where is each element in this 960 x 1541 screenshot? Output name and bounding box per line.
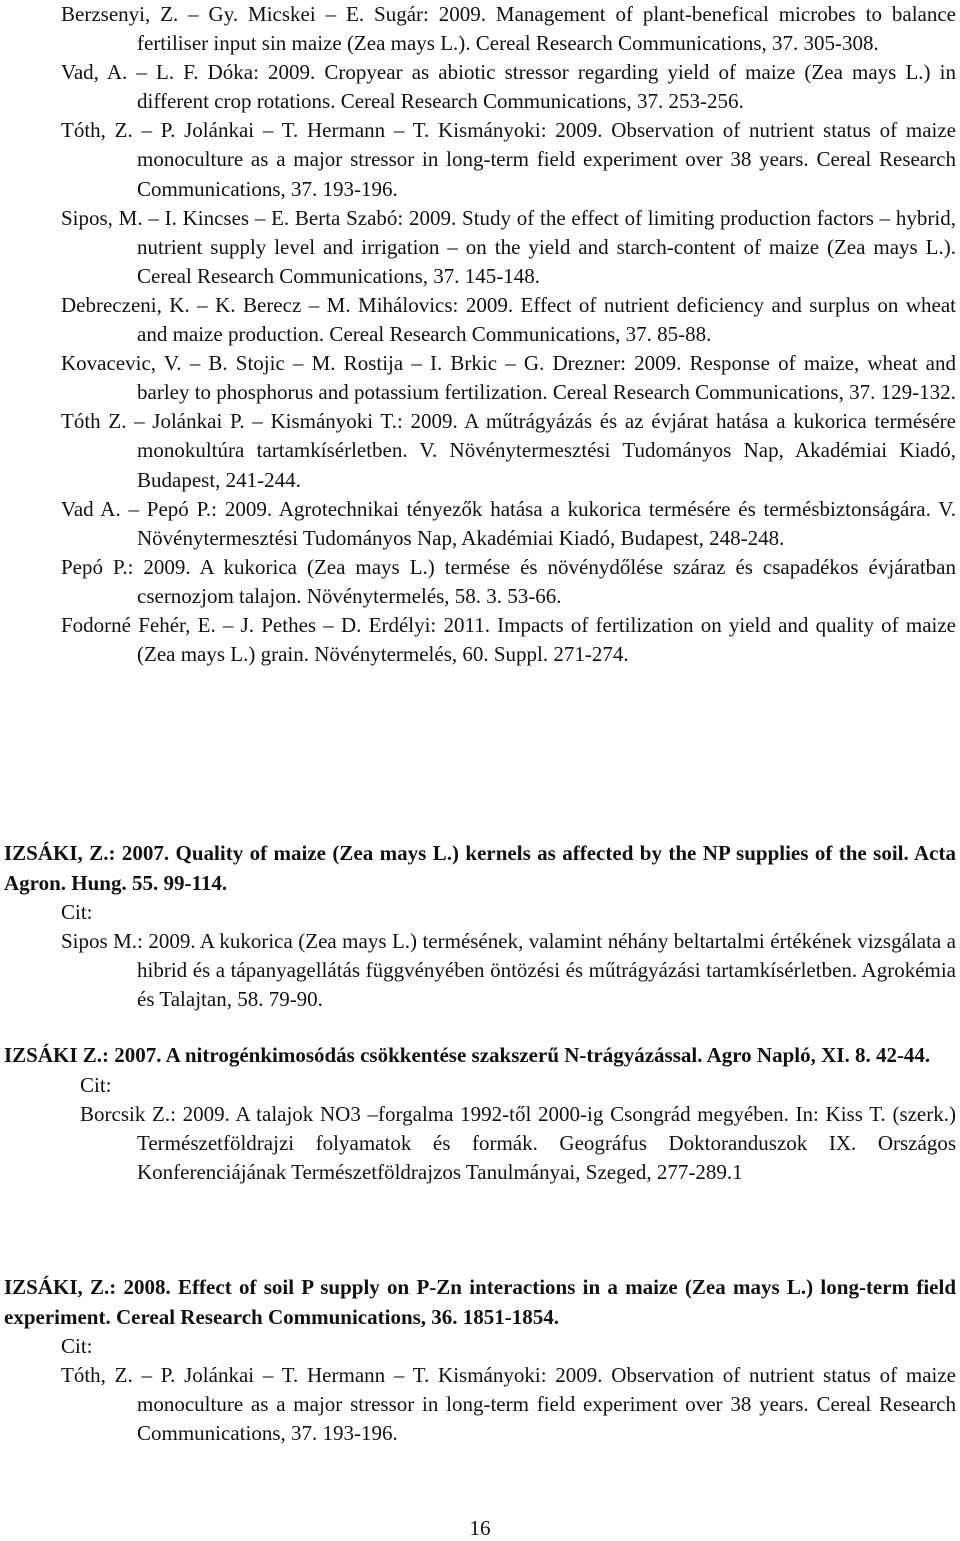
citation-entry: Tóth, Z. – P. Jolánkai – T. Hermann – T. Kismányoki: 2009. Observation of nutrient status of maize monoculture as a major stressor in long-term field experiment over 38 years. Cereal Research Communications, 37. 193-196. [61, 1363, 956, 1446]
reference-entry: Tóth Z. – Jolánkai P. – Kismányoki T.: 2009. A műtrágyázás és az évjárat hatása a kukorica termésére monokultúra tartamkísérletben. V. Növénytermesztési Tudományos Nap, Akadémiai Kiadó, Budapest, 241-244. [61, 409, 956, 492]
reference-entry: Vad, A. – L. F. Dóka: 2009. Cropyear as abiotic stressor regarding yield of maize (Zea mays L.) in different crop rotations. Cereal Research Communications, 37. 253-256. [61, 60, 956, 114]
reference-entry: Vad A. – Pepó P.: 2009. Agrotechnikai tényezők hatása a kukorica termésére és termésbiztonságára. V. Növénytermesztési Tudományos Nap, Akadémiai Kiadó, Budapest, 248-248. [61, 496, 956, 550]
cit-label: Cit: [80, 1072, 112, 1097]
publication-section-1 [0, 839, 960, 1014]
citation-entry: Sipos M.: 2009. A kukorica (Zea mays L.) termésének, valamint néhány beltartalmi értékének vizsgálata a hibrid és a tápanyagellátás függvényében öntözési és műtrágyázási tartamkísérletben. Agrokémia és Talajtan, 58. 79-90. [61, 929, 956, 1012]
publication-heading: IZSÁKI, Z.: 2008. Effect of soil P supply on P-Zn interactions in a maize (Zea mays L.) long-term field experiment. Cereal Research Communications, 36. 1851-1854. [4, 1275, 956, 1329]
reference-entry: Fodorné Fehér, E. – J. Pethes – D. Erdélyi: 2011. Impacts of fertilization on yield and quality of maize (Zea mays L.) grain. Növénytermelés, 60. Suppl. 271-274. [61, 612, 956, 667]
citation-entry: Borcsik Z.: 2009. A talajok NO3 –forgalma 1992-től 2000-ig Csongrád megyében. In: Kiss T. (szerk.) Természetföldrajzi folyamatok és formák. Geográfus Doktoranduszok IX. Országos Konferenciájának Természetföldrajzos Tanulmányai, Szeged, 277-289.1 [80, 1101, 956, 1184]
cit-label: Cit: [61, 1334, 93, 1358]
page-number: 16 [469, 1516, 491, 1540]
reference-entry: Tóth, Z. – P. Jolánkai – T. Hermann – T. Kismányoki: 2009. Observation of nutrient status of maize monoculture as a major stressor in long-term field experiment over 38 years. Cereal Research Communications, 37. 193-196. [61, 118, 956, 201]
reference-entry: Debreczeni, K. – K. Berecz – M. Mihálovics: 2009. Effect of nutrient deficiency and surplus on wheat and maize production. Cereal Research Communications, 37. 85-88. [61, 292, 956, 347]
publication-section-2 [0, 1041, 960, 1187]
reference-entry: Kovacevic, V. – B. Stojic – M. Rostija – I. Brkic – G. Drezner: 2009. Response of maize, wheat and barley to phosphorus and potassium fertilization. Cereal Research Communications, 37. 129-132. [61, 351, 956, 405]
publication-heading: IZSÁKI Z.: 2007. A nitrogénkimosódás csökkentése szakszerű N-trágyázással. Agro Napló, XI. 8. 42-44. [4, 1043, 931, 1067]
reference-entry: Pepó P.: 2009. A kukorica (Zea mays L.) termése és növénydőlése száraz és csapadékos évjáratban csernozjom talajon. Növénytermelés, 58. 3. 53-66. [61, 554, 956, 608]
reference-entry: Sipos, M. – I. Kincses – E. Berta Szabó: 2009. Study of the effect of limiting production factors – hybrid, nutrient supply level and irrigation – on the yield and starch-content of maize (Zea mays L.). Cereal Research Communications, 37. 145-148. [61, 205, 956, 288]
cit-label: Cit: [61, 900, 93, 924]
publication-section-3 [0, 1273, 960, 1448]
reference-list [0, 0, 960, 669]
reference-entry: Berzsenyi, Z. – Gy. Micskei – E. Sugár: 2009. Management of plant-benefical microbes to balance fertiliser input sin maize (Zea mays L.). Cereal Research Communications, 37. 305-308. [61, 2, 956, 56]
publication-heading: IZSÁKI, Z.: 2007. Quality of maize (Zea mays L.) kernels as affected by the NP supplies of the soil. Acta Agron. Hung. 55. 99-114. [4, 841, 956, 895]
